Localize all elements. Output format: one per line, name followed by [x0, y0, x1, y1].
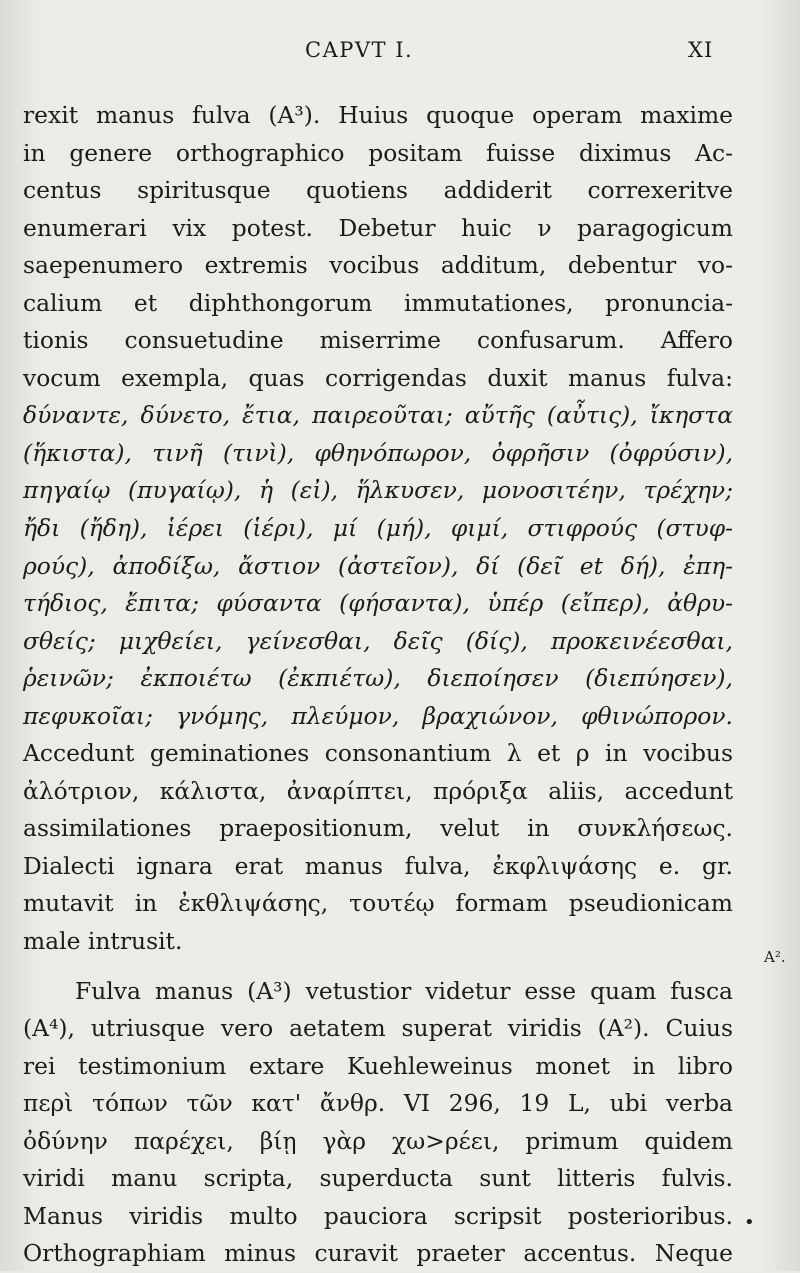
text-line: centus spiritusque quotiens addiderit correxeritve [23, 176, 733, 205]
text-line: πεφυκοῖαι; γνόμης, πλεύμον, βραχιώνον, φθινώπορον. [23, 701, 733, 730]
chapter-title: CAPVT I. [305, 38, 414, 62]
text-line: ὀδύνην παρέχει, βίῃ γὰρ χω>ρέει, primum quidem [23, 1126, 733, 1155]
margin-mark: • [744, 1212, 755, 1233]
text-line: in genere orthographico positam fuisse diximus Ac- [23, 138, 733, 167]
text-line: Accedunt geminationes consonantium λ et ρ in vocibus [23, 739, 733, 768]
paragraph-1 [23, 97, 733, 961]
text-line: calium et diphthongorum immutationes, pronuncia- [23, 288, 733, 317]
text-line: ἀλότριον, κάλιστα, ἀναρίπτει, πρόριξα aliis, accedunt [23, 776, 733, 805]
text-line: mutavit in ἐκθλιψάσης, τουτέῳ formam pseudionicam [23, 889, 733, 918]
text-line: vocum exempla, quas corrigendas duxit manus fulva: [23, 363, 733, 392]
text-line: ρούς), ἀποδίξω, ἄστιον (ἀστεῖον), δί (δεῖ et δή), ἐπη- [23, 551, 733, 580]
text-line: (A⁴), utriusque vero aetatem superat viridis (A²). Cuius [23, 1014, 733, 1043]
text-line: viridi manu scripta, superducta sunt litteris fulvis. [23, 1164, 733, 1193]
page-number: XI [688, 38, 714, 62]
text-line: tionis consuetudine miserrime confusarum. Affero [23, 326, 733, 355]
text-line: assimilationes praepositionum, velut in συνκλήσεως. [23, 814, 733, 843]
text-line: enumerari vix potest. Debetur huic ν paragogicum [23, 213, 733, 242]
text-line: saepenumero extremis vocibus additum, debentur vo- [23, 251, 733, 280]
text-line: πηγαίῳ (πυγαίῳ), ἡ (εἰ), ἥλκυσεν, μονοσιτέην, τρέχην; [23, 476, 733, 505]
margin-note: A². [764, 948, 786, 966]
text-line: Fulva manus (A³) vetustior videtur esse quam fusca [75, 976, 733, 1005]
text-line: Orthographiam minus curavit praeter accentus. Neque [23, 1239, 733, 1268]
running-head [0, 38, 800, 68]
paragraph-2 [23, 973, 733, 1273]
text-line: περὶ τόπων τῶν κατ' ἄνθρ. VI 296, 19 L, ubi verba [23, 1089, 733, 1118]
text-line: male intrusit. [23, 927, 183, 956]
text-line: rexit manus fulva (A³). Huius quoque operam maxime [23, 101, 733, 129]
body-text [23, 97, 733, 1273]
text-line: rei testimonium extare Kuehleweinus monet in libro [23, 1051, 733, 1080]
text-line: δύναντε, δύνετο, ἔτια, παιρεοῦται; αὔτῆς (αὖτις), ἴκηστα [23, 401, 733, 430]
text-line: σθείς; μιχθείει, γείνεσθαι, δεῖς (δίς), προκεινέεσθαι, [23, 626, 733, 655]
text-line: ῥεινῶν; ἐκποιέτω (ἐκπιέτω), διεποίησεν (διεπύησεν), [23, 664, 733, 693]
text-line: ἤδι (ἤδη), ἱέρει (ἱέρι), μί (μή), φιμί, στιφρούς (στυφ- [23, 514, 733, 543]
text-line: Dialecti ignara erat manus fulva, ἐκφλιψάσης e. gr. [23, 851, 733, 880]
text-line: τήδιος, ἔπιτα; φύσαντα (φήσαντα), ὑπέρ (εἴπερ), ἀθρυ- [23, 589, 733, 618]
text-line: Manus viridis multo pauciora scripsit posterioribus. [23, 1201, 733, 1230]
text-line: (ἥκιστα), τινῆ (τινὶ), φθηνόπωρον, ὀφρῆσιν (ὀφρύσιν), [23, 438, 733, 467]
